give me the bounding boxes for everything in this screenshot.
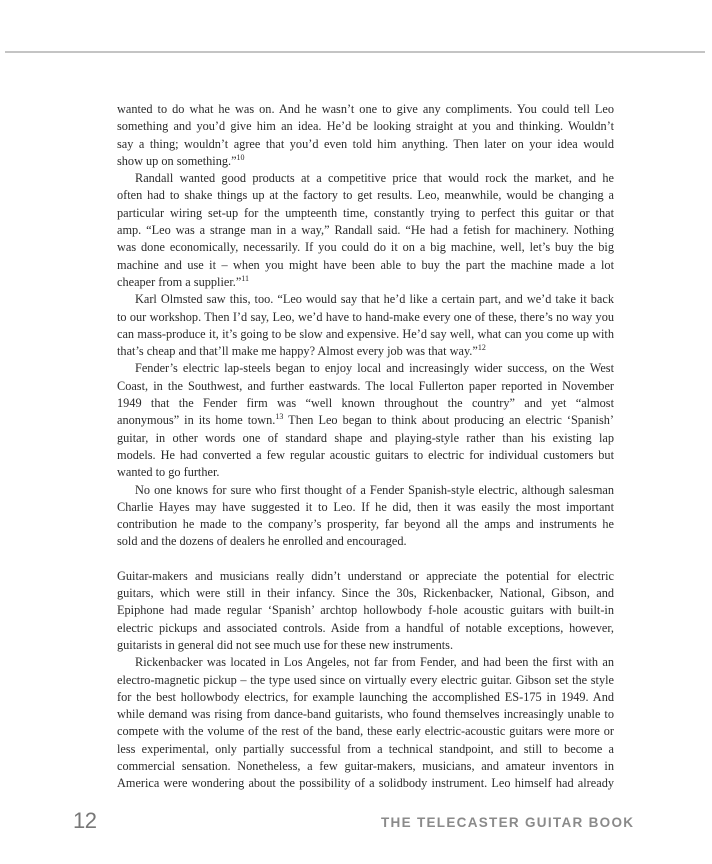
line-text: cheaper from a supplier.”	[117, 274, 242, 289]
text-line	[117, 343, 614, 360]
text-line: wanted to go further.	[117, 465, 220, 480]
text-line: 1949 that the Fender firm was “well known throughout the country” and yet “almost	[117, 396, 614, 411]
text-line: often had to shake things up at the factory to get results. Leo, meanwhile, would be changing a	[117, 188, 614, 203]
text-line: to our workshop. Then I’d say, Leo, we’d have to hand-make every one of these, there’s no way you	[117, 309, 614, 324]
text-line	[117, 412, 614, 429]
text-line: Karl Olmsted saw this, too. “Leo would say that he’d like a certain part, and we’d take it back	[135, 292, 614, 307]
text-line: particular wiring set-up for the umpteenth time, constantly trying to perfect this guitar or that	[117, 205, 614, 220]
paragraph	[117, 170, 614, 291]
line-text: anonymous” in its home town.	[117, 413, 276, 428]
text-line: something and you’d give him an idea. He’d be looking straight at you and thinking. Wouldn’t	[117, 119, 614, 134]
text-line: electric pickups and associated controls. Aside from a handful of notable exceptions, however,	[117, 620, 614, 635]
text-line: machine and use it – when you might have been able to buy the part the machine made a lot	[117, 257, 614, 272]
footnote-ref: 13	[275, 412, 284, 422]
text-line: say a thing; wouldn’t agree that you’d even told him anything. Then later on your idea would	[117, 136, 614, 151]
text-line: compete with the volume of the rest of the band, these early electric-acoustic guitars were more or	[117, 724, 614, 739]
text-line: guitarists in general did not see much use for these new instruments.	[117, 637, 454, 652]
text-line: was done economically, necessarily. If you could do it on a big machine, well, let’s buy the big	[117, 240, 614, 255]
paragraph	[117, 101, 614, 170]
line-text: Then Leo began to think about producing an electric ‘Spanish’	[283, 413, 614, 428]
text-line: Coast, in the Southwest, and further eastwards. The local Fullerton paper reported in November	[117, 378, 614, 393]
text-line	[117, 274, 614, 291]
text-line: wanted to do what he was on. And he wasn’t one to give any compliments. You could tell Leo	[117, 102, 614, 116]
text-section	[117, 101, 614, 551]
line-text: show up on something.”	[117, 153, 237, 168]
footnote-ref: 12	[477, 343, 486, 353]
paragraph	[117, 482, 614, 551]
text-line: sold and the dozens of dealers he enrolled and encouraged.	[117, 534, 407, 549]
body-text	[117, 101, 614, 793]
text-section	[117, 568, 614, 793]
text-line: No one knows for sure who first thought of a Fender Spanish-style electric, although salesman	[135, 482, 614, 497]
text-line	[117, 153, 614, 170]
footnote-ref: 11	[241, 273, 249, 283]
text-line: commercial sensation. Nonetheless, a few guitar-makers, musicians, and amateur inventors in	[117, 758, 614, 773]
running-title: THE TELECASTER GUITAR BOOK	[381, 815, 635, 830]
text-line: Fender’s electric lap-steels began to enjoy local and increasingly wider success, on the West	[135, 361, 614, 376]
text-line: Epiphone had made regular ‘Spanish’ archtop hollowbody f-hole acoustic guitars with built-in	[117, 603, 614, 618]
text-line: Randall wanted good products at a competitive price that would rock the market, and he	[135, 171, 614, 186]
text-line: while demand was rising from dance-band guitarists, who found themselves increasingly unable to	[117, 707, 614, 722]
paragraph	[117, 654, 614, 792]
text-line: models. He had converted a few regular acoustic guitars to electric for individual customers but	[117, 447, 614, 462]
text-line: guitar, in other words one of standard shape and playing-style rather than his existing lap	[117, 430, 614, 445]
text-line: contribution he made to the company’s prosperity, far beyond all the amps and instruments he	[117, 517, 614, 532]
text-line: for the best hollowbody electrics, for example launching the accomplished ES-175 in 1949. And	[117, 689, 614, 704]
page-number: 12	[73, 808, 97, 833]
paragraph	[117, 568, 614, 654]
paragraph	[117, 291, 614, 360]
line-text: that’s cheap and that’ll make me happy? Almost every job was that way.”	[117, 344, 478, 359]
text-line: Charlie Hayes may have suggested it to Leo. If he did, then it was easily the most important	[117, 499, 614, 514]
text-line: Rickenbacker was located in Los Angeles, not far from Fender, and had been the first with an	[135, 655, 614, 670]
text-line: America were wondering about the possibility of a solidbody instrument. Leo himself had already	[117, 776, 614, 791]
text-line: can mass-produce it, it’s going to be slow and expensive. He’d say well, what can you come up with	[117, 326, 614, 341]
footnote-ref: 10	[236, 152, 245, 162]
text-line: Guitar-makers and musicians really didn’t understand or appreciate the potential for electric	[117, 568, 614, 583]
text-line: guitars, which were still in their infancy. Since the 30s, Rickenbacker, National, Gibson, and	[117, 586, 614, 601]
paragraph	[117, 360, 614, 481]
text-line: less experimental, only partially successful from a technical standpoint, and still to become a	[117, 741, 614, 756]
text-line: electro-magnetic pickup – the type used since on virtually every electric guitar. Gibson set the style	[117, 672, 614, 687]
header-rule	[5, 51, 705, 53]
text-line: amp. “Leo was a strange man in a way,” Randall said. “He had a fetish for machinery. Nothing	[117, 223, 614, 238]
section-gap	[117, 551, 614, 568]
